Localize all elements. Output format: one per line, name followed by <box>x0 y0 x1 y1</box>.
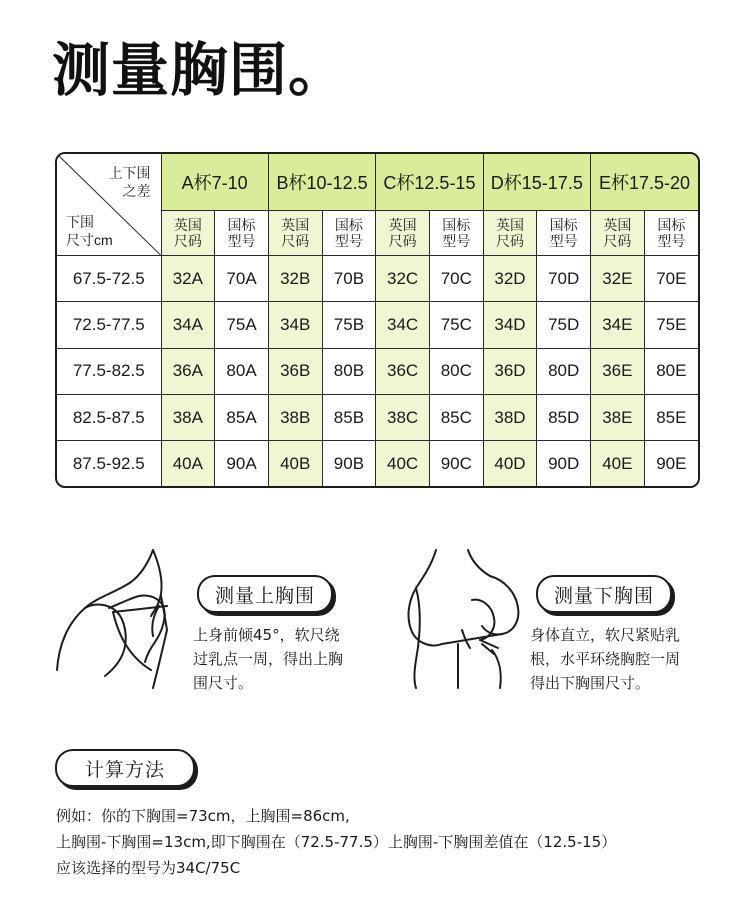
underbust-range: 67.5-72.5 <box>57 256 161 302</box>
intl-size-cell: 80B <box>322 348 376 394</box>
calculation-example <box>56 803 716 881</box>
bra-size-table <box>55 152 700 488</box>
intl-size-label: 国标 型号 <box>644 211 698 256</box>
intl-size-cell: 90B <box>322 441 376 486</box>
uk-size-label: 英国 尺码 <box>483 211 537 256</box>
uk-size-cell: 34A <box>161 302 215 348</box>
uk-size-cell: 40B <box>268 441 322 486</box>
uk-size-label: 英国 尺码 <box>268 211 322 256</box>
uk-size-cell: 32B <box>268 256 322 302</box>
intl-size-cell: 70B <box>322 256 376 302</box>
intl-size-cell: 80A <box>215 348 269 394</box>
underbust-range: 82.5-87.5 <box>57 394 161 440</box>
uk-size-cell: 34E <box>591 302 645 348</box>
intl-size-cell: 85C <box>429 394 483 440</box>
uk-size-label: 英国 尺码 <box>161 211 215 256</box>
table-row <box>57 256 698 302</box>
measure-upper-bust-button: 测量上胸围 <box>197 575 333 613</box>
uk-size-cell: 32A <box>161 256 215 302</box>
uk-size-cell: 38D <box>483 394 537 440</box>
uk-size-cell: 34D <box>483 302 537 348</box>
corner-label-underbust: 下围 尺寸cm <box>66 214 113 248</box>
uk-size-cell: 36D <box>483 348 537 394</box>
uk-size-cell: 32E <box>591 256 645 302</box>
intl-size-cell: 90E <box>644 441 698 486</box>
uk-size-cell: 36E <box>591 348 645 394</box>
example-line: 例如：你的下胸围=73cm，上胸围=86cm, <box>56 807 350 825</box>
cup-header-d: D杯15-17.5 <box>483 154 590 211</box>
uk-size-cell: 40C <box>376 441 430 486</box>
intl-size-cell: 75D <box>537 302 591 348</box>
uk-size-cell: 34B <box>268 302 322 348</box>
intl-size-cell: 75B <box>322 302 376 348</box>
uk-size-cell: 36B <box>268 348 322 394</box>
uk-size-label: 英国 尺码 <box>591 211 645 256</box>
cup-header-e: E杯17.5-20 <box>591 154 699 211</box>
intl-size-label: 国标 型号 <box>537 211 591 256</box>
under-bust-illustration <box>402 548 528 690</box>
intl-size-cell: 80D <box>537 348 591 394</box>
intl-size-cell: 70C <box>429 256 483 302</box>
uk-size-cell: 36C <box>376 348 430 394</box>
intl-size-cell: 80C <box>429 348 483 394</box>
corner-label-difference: 上下围 之差 <box>108 165 151 199</box>
cup-header-b: B杯10-12.5 <box>268 154 375 211</box>
uk-size-cell: 38C <box>376 394 430 440</box>
measure-under-bust-button: 测量下胸围 <box>536 575 672 613</box>
intl-size-cell: 70A <box>215 256 269 302</box>
uk-size-cell: 38E <box>591 394 645 440</box>
upper-bust-instructions: 上身前倾45°，软尺绕 过乳点一周，得出上胸 围尺寸。 <box>193 626 344 692</box>
intl-size-label: 国标 型号 <box>429 211 483 256</box>
underbust-range: 87.5-92.5 <box>57 441 161 486</box>
uk-size-cell: 38A <box>161 394 215 440</box>
intl-size-cell: 75A <box>215 302 269 348</box>
uk-size-label: 英国 尺码 <box>376 211 430 256</box>
intl-size-cell: 80E <box>644 348 698 394</box>
intl-size-cell: 85E <box>644 394 698 440</box>
uk-size-cell: 40E <box>591 441 645 486</box>
upper-bust-illustration <box>55 546 205 696</box>
intl-size-cell: 70E <box>644 256 698 302</box>
table-row <box>57 302 698 348</box>
uk-size-cell: 36A <box>161 348 215 394</box>
underbust-range: 77.5-82.5 <box>57 348 161 394</box>
uk-size-cell: 40A <box>161 441 215 486</box>
table-row <box>57 348 698 394</box>
intl-size-label: 国标 型号 <box>322 211 376 256</box>
intl-size-cell: 75C <box>429 302 483 348</box>
uk-size-cell: 34C <box>376 302 430 348</box>
table-row <box>57 441 698 486</box>
under-bust-instructions: 身体直立，软尺紧贴乳 根，水平环绕胸腔一周 得出下胸围尺寸。 <box>530 626 681 692</box>
underbust-range: 72.5-77.5 <box>57 302 161 348</box>
page-title: 测量胸围。 <box>52 36 348 104</box>
uk-size-cell: 32C <box>376 256 430 302</box>
example-line: 上胸围-下胸围=13cm,即下胸围在（72.5-77.5）上胸围-下胸围差值在（12.5-15） <box>56 833 617 851</box>
table-corner-cell <box>57 154 161 256</box>
intl-size-cell: 90A <box>215 441 269 486</box>
cup-header-c: C杯12.5-15 <box>376 154 483 211</box>
intl-size-cell: 90C <box>429 441 483 486</box>
table-row <box>57 394 698 440</box>
example-line: 应该选择的型号为34C/75C <box>56 859 241 877</box>
cup-header-a: A杯7-10 <box>161 154 268 211</box>
intl-size-cell: 85D <box>537 394 591 440</box>
intl-size-cell: 75E <box>644 302 698 348</box>
calculation-method-badge: 计算方法 <box>55 749 195 787</box>
uk-size-cell: 40D <box>483 441 537 486</box>
uk-size-cell: 38B <box>268 394 322 440</box>
intl-size-cell: 90D <box>537 441 591 486</box>
uk-size-cell: 32D <box>483 256 537 302</box>
intl-size-cell: 70D <box>537 256 591 302</box>
intl-size-label: 国标 型号 <box>215 211 269 256</box>
intl-size-cell: 85A <box>215 394 269 440</box>
intl-size-cell: 85B <box>322 394 376 440</box>
